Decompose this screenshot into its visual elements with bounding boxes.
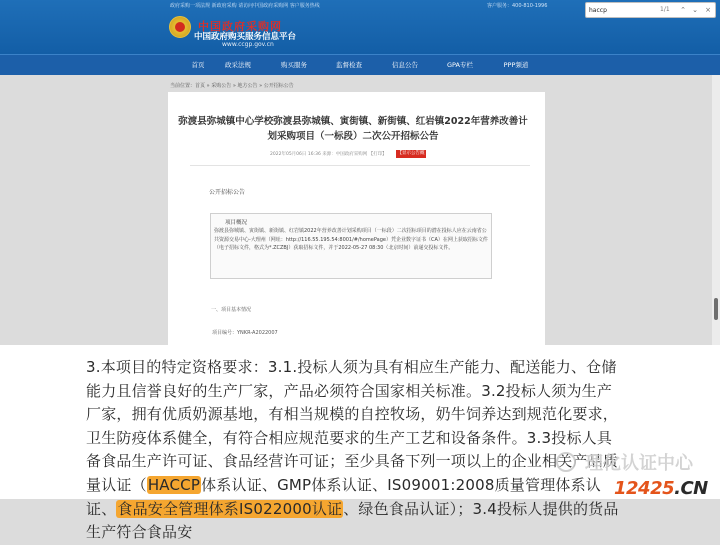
project-overview-box [210,213,492,279]
nav-item-announcements[interactable]: 信息公告 [392,61,418,69]
overview-body: 弥渡县弥城镇、寅街镇、新街镇、红岩镇2022年营养改善计划采购项目（一标段）二次招标项目的潜在投标人应在云南省公共资源交易中心-大理州（网址：http://116.55.195.54:8001/#/homePage）凭企业数字证书（CA）在网上获取招标文件（电子招标文件，格式为*.ZCZBJ）获取招标文件，并于2022-05-27 08:30（北京时间）前递交投标文件。 [214,228,488,251]
show-summary-button[interactable]: 【显示公告概要】 [397,151,425,164]
find-bar [585,2,716,18]
excerpt-text [86,356,626,542]
nav-item-home[interactable]: 首页 [191,61,205,69]
excerpt-part-2: 体系认证、GMP体系认证、IS09001:2008质量管理体系认证、 [86,475,601,518]
highlight-haccp: HACCP [147,475,201,494]
site-subtitle: 中国政府购买服务信息平台 [194,32,297,42]
item-heading: 一、项目基本情况 [211,307,252,313]
nav-item-regulations[interactable]: 政采法规 [225,61,251,69]
nav-item-ppp[interactable]: PPP频道 [503,61,529,69]
find-previous-icon[interactable]: ⌃ [680,6,686,14]
find-match-count: 1/1 [660,6,670,13]
nav-item-supervision[interactable]: 监督检查 [336,61,362,69]
excerpt-part-1: 3.本项目的特定资格要求：3.1.投标人须为具有相应生产能力、配送能力、仓储能力且信誉良好的生产厂家，产品必须符合国家相关标准。3.2投标人须为生产厂家，拥有优质奶源基地，有相当规模的自控牧场，奶牛饲养达到规范化要求，卫生防疫体系健全，有符合相应规范要求的生产工艺和设备条件。3.3投标人具备食品生产许可证、食品经营许可证；至少具备下列一项以上的企业相关产品质量认证（ [86,358,619,494]
article-title: 弥渡县弥城镇中心学校弥渡县弥城镇、寅街镇、新街镇、红岩镇2022年营养改善计划采购项目（一标段）二次公开招标公告 [178,116,528,142]
section-heading: 公开招标公告 [209,189,246,196]
breadcrumb[interactable]: 当前位置：首页 » 采购公告 » 地方公告 » 公开招标公告 [170,83,294,89]
divider [190,165,530,166]
header-phone: 客户服务：400-810-1996 [487,3,548,9]
article-meta: 2022年05月06日 16:36 来源：中国政府采购网 【打印】 [270,152,387,157]
zoomed-excerpt-panel [0,345,720,542]
find-input[interactable] [589,5,659,15]
main-nav [0,54,720,75]
watermark-text: 理化认证中心 [585,453,693,474]
highlight-iso22000: 食品安全管理体系IS022000认证 [117,499,343,518]
site-title[interactable]: 中国政府采购网 [198,20,282,33]
brand-logo [614,478,718,498]
brand-suffix: .CN [674,478,708,499]
project-number: 项目编号：YNKR-A2022007 [212,330,278,336]
header-notice[interactable]: 政府采购一项法规 新政府采购 请访问中国政府采购网 客户服务热线 [170,3,320,9]
find-close-icon[interactable]: × [705,6,711,14]
nav-item-gpa[interactable]: GPA专栏 [447,61,473,69]
nav-item-purchase-services[interactable]: 购买服务 [281,61,307,69]
wechat-logo-icon [556,452,576,472]
find-next-icon[interactable]: ⌄ [692,6,698,14]
overview-title: 项目概况 [225,220,248,226]
scrollbar-thumb[interactable] [714,298,718,320]
site-url: www.ccgp.gov.cn [222,41,274,48]
brand-number: 12425 [614,478,675,499]
excerpt-part-3: 、绿色食品认证）；3.4投标人提供的货品生产符合食品安 [86,499,619,542]
emblem-center [175,22,185,32]
national-emblem-icon [169,16,191,38]
